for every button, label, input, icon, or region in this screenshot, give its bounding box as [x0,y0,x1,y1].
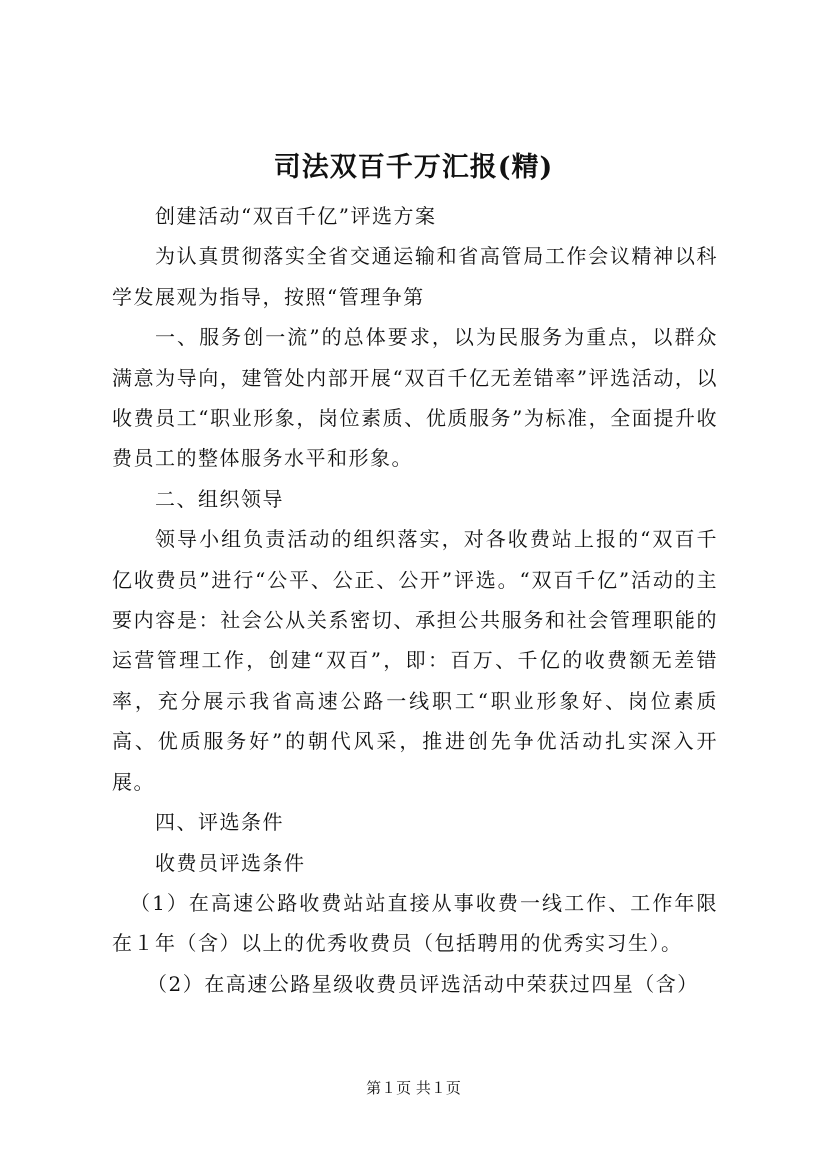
page-footer: 第１页 共１页 [366,1079,461,1097]
document-body [112,196,718,1004]
section-heading-organization: 二、组织领导 [155,486,284,511]
paragraph-subtitle: 创建活动“双百千亿”评选方案 [155,204,437,228]
paragraph-requirements: 一、服务创一流”的总体要求，以为民服务为重点，以群众满意为导向，建管处内部开展“双百千亿无差错率”评选活动，以收费员工“职业形象，岗位素质、优质服务”为标准，全面提升收费员工的整体服务水平和形象。 [112,325,718,471]
paragraph-intro: 为认真贯彻落实全省交通运输和省高管局工作会议精神以科学发展观为指导，按照“管理争第 [112,244,718,309]
criteria-item-2: （2）在高速公路星级收费员评选活动中荣获过四星（含） [147,971,699,996]
section-heading-criteria: 四、评选条件 [155,810,284,835]
document-title: 司法双百千万汇报(精) [273,152,554,183]
paragraph-organization: 领导小组负责活动的组织落实，对各收费站上报的“双百千亿收费员”进行“公平、公正、公开”评选。“双百千亿”活动的主要内容是：社会公从关系密切、承担公共服务和社会管理职能的运营管理工作，创建“双百”，即：百万、千亿的收费额无差错率，充分展示我省高速公路一线职工“职业形象好、岗位素质高、优质服务好”的朝代风采，推进创先争优活动扎实深入开展。 [112,527,718,794]
criteria-item-1: （1）在高速公路收费站站直接从事收费一线工作、工作年限在１年（含）以上的优秀收费员（包括聘用的优秀实习生）。 [112,890,718,956]
subheading-collector-criteria: 收费员评选条件 [155,850,306,875]
